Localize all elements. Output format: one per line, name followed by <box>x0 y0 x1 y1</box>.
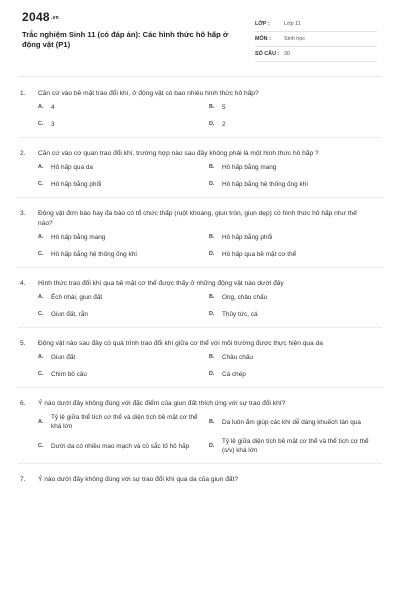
question-text: Ý nào dưới đây không đúng với sự trao đổi khí qua da của giun đất? <box>38 476 239 483</box>
option-key: A. <box>38 164 44 170</box>
option-text: 4 <box>51 104 55 111</box>
option-key: C. <box>38 251 44 257</box>
answer-option[interactable] <box>209 180 380 189</box>
question-number: 1. <box>20 90 26 97</box>
option-text: 5 <box>222 104 226 111</box>
option-text: Hô hấp bằng hệ thống ống khí <box>51 251 137 258</box>
question-number: 4. <box>20 280 26 287</box>
answer-option[interactable] <box>38 250 209 259</box>
option-text: Ếch nhái, giun đất <box>51 294 103 301</box>
question-item <box>0 138 400 189</box>
answer-option[interactable] <box>209 250 380 259</box>
option-key: A. <box>38 294 44 300</box>
option-text: Hô hấp qua bề mặt cơ thể <box>222 251 297 258</box>
option-key: D. <box>209 442 215 449</box>
option-key: A. <box>38 354 44 360</box>
option-key: B. <box>209 234 215 240</box>
question-text: Ý nào dưới đây không đúng với đặc điểm của giun đất thích ứng với sự trao đổi khí? <box>38 400 286 407</box>
question-number: 7. <box>20 476 26 483</box>
option-text: Dưới da có nhiều mao mạch và có sắc tố hô hấp <box>51 442 190 450</box>
answer-option[interactable] <box>209 413 380 431</box>
meta-key: MÔN : <box>255 36 271 42</box>
question-text: Động vật đơn bào hay đa bào có tổ chức thấp (ruột khoang, giun tròn, giun dẹp) có hình thức hô hấp như thế nào? <box>38 210 357 227</box>
answer-options <box>20 413 380 455</box>
option-text: 2 <box>222 121 226 128</box>
answer-options <box>20 353 380 379</box>
question-text: Căn cứ vào bề mặt trao đổi khí, ở động vật có bao nhiêu hình thức hô hấp? <box>38 90 259 97</box>
answer-option[interactable] <box>209 353 380 362</box>
option-key: B. <box>209 354 215 360</box>
option-key: C. <box>38 181 44 187</box>
answer-option[interactable] <box>38 370 209 379</box>
answer-option[interactable] <box>209 103 380 112</box>
question-head <box>20 276 380 289</box>
option-key: D. <box>209 251 215 257</box>
meta-row-count <box>255 47 377 62</box>
answer-option[interactable] <box>209 163 380 172</box>
answer-option[interactable] <box>38 310 209 319</box>
option-key: C. <box>38 371 44 377</box>
option-text: Cá chép <box>222 371 246 378</box>
answer-option[interactable] <box>38 103 209 112</box>
option-text: Ong, châu chấu <box>222 294 268 301</box>
answer-option[interactable] <box>209 293 380 302</box>
option-key: C. <box>38 121 44 127</box>
option-text: Tỷ lệ giữa diện tích bề mặt cơ thể và thể tích cơ thể (s/v) khá lớn <box>222 438 369 454</box>
option-key: D. <box>209 181 215 187</box>
meta-key: LỚP : <box>255 21 270 27</box>
question-head <box>20 472 380 485</box>
question-head <box>20 146 380 159</box>
question-number: 3. <box>20 210 26 217</box>
option-text: Hô hấp bằng mang <box>222 164 277 171</box>
meta-row-subject <box>255 32 377 47</box>
option-key: B. <box>209 104 215 110</box>
question-list <box>0 80 400 485</box>
option-text: Châu chấu <box>222 354 253 361</box>
question-item <box>0 328 400 379</box>
option-key: B. <box>209 294 215 300</box>
question-item <box>0 388 400 455</box>
meta-value: 30 <box>284 51 290 57</box>
option-text: Chim bồ câu <box>51 371 87 378</box>
option-text: Giun đất <box>51 354 76 361</box>
answer-option[interactable] <box>209 310 380 319</box>
question-head <box>20 206 380 229</box>
option-key: D. <box>209 371 215 377</box>
question-head <box>20 86 380 99</box>
answer-option[interactable] <box>209 370 380 379</box>
quiz-meta <box>255 17 377 62</box>
answer-option[interactable] <box>209 120 380 129</box>
question-item <box>0 464 400 485</box>
question-head <box>20 396 380 409</box>
answer-option[interactable] <box>38 180 209 189</box>
header-divider <box>18 76 382 77</box>
option-key: A. <box>38 234 44 240</box>
question-item <box>0 80 400 129</box>
answer-option[interactable] <box>38 293 209 302</box>
question-text: Hình thức trao đổi khí qua bề mặt cơ thể được thấy ở những động vật nào dưới đây <box>38 280 284 287</box>
question-number: 6. <box>20 400 26 407</box>
question-item <box>0 268 400 319</box>
option-text: Hô hấp bằng hệ thống ống khí <box>222 181 308 188</box>
meta-key: SỐ CÂU : <box>255 51 280 57</box>
option-key: B. <box>209 418 215 425</box>
option-text: Thủy tức, cá <box>222 311 258 318</box>
option-key: D. <box>209 121 215 127</box>
meta-value: Lớp 11 <box>284 21 301 27</box>
option-text: Giun đất, rắn <box>51 311 88 318</box>
option-text: Hô hấp bằng mang <box>51 234 106 241</box>
answer-option[interactable] <box>209 437 380 455</box>
question-number: 2. <box>20 150 26 157</box>
question-text: Động vật nào sau đây có quá trình trao đổi khí giữa cơ thể với môi trường được thực hiện qua da <box>38 340 323 347</box>
question-text: Căn cứ vào cơ quan trao đổi khí, trường hợp nào sau đây không phải là một hình thức hô hấp ? <box>38 150 319 157</box>
answer-options <box>20 293 380 319</box>
option-key: D. <box>209 311 215 317</box>
answer-option[interactable] <box>38 233 209 242</box>
answer-options <box>20 163 380 189</box>
site-logo[interactable] <box>22 10 59 24</box>
page-header <box>0 0 400 72</box>
logo-tld: .vn <box>50 14 60 21</box>
option-key: B. <box>209 164 215 170</box>
option-text: Tỷ lệ giữa thể tích cơ thể và diện tích bề mặt cơ thể khá lớn <box>51 414 198 430</box>
option-text: 3 <box>51 121 55 128</box>
answer-option[interactable] <box>209 233 380 242</box>
meta-row-class <box>255 17 377 32</box>
answer-option[interactable] <box>38 437 209 455</box>
answer-options <box>20 233 380 259</box>
answer-option[interactable] <box>38 413 209 431</box>
question-number: 5. <box>20 340 26 347</box>
option-text: Da luôn ẩm giúp các khí dễ dàng khuếch tán qua <box>222 418 361 426</box>
answer-option[interactable] <box>38 120 209 129</box>
option-text: Hô hấp qua da <box>51 164 93 171</box>
logo-text: 2048 <box>22 10 50 24</box>
page-title: Trắc nghiệm Sinh 11 (có đáp án): Các hình thức hô hấp ở động vật (P1) <box>22 30 229 49</box>
answer-option[interactable] <box>38 163 209 172</box>
answer-options <box>20 103 380 129</box>
option-key: A. <box>38 104 44 110</box>
option-text: Hô hấp bằng phổi <box>51 181 102 188</box>
answer-option[interactable] <box>38 353 209 362</box>
option-key: A. <box>38 418 44 425</box>
question-item <box>0 198 400 259</box>
question-head <box>20 336 380 349</box>
meta-value: Sinh học <box>284 36 305 42</box>
option-key: C. <box>38 311 44 317</box>
option-text: Hô hấp bằng phổi <box>222 234 273 241</box>
option-key: C. <box>38 442 44 449</box>
